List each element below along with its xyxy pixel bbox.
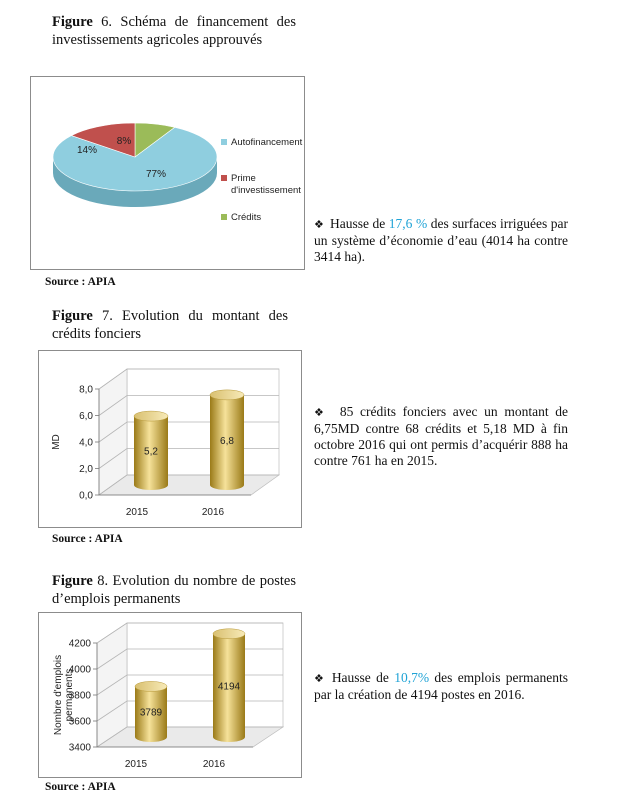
fig7-num: 7 bbox=[101, 308, 110, 324]
bar-cylinder-top bbox=[213, 629, 245, 639]
fig6-num: 6 bbox=[101, 14, 109, 30]
bar-data-label: 6,8 bbox=[220, 435, 234, 447]
bar-cylinder-top bbox=[134, 411, 168, 421]
bar-cylinder-top bbox=[135, 681, 167, 691]
y-tick-label: 2,0 bbox=[79, 464, 93, 475]
pie-data-label: 14% bbox=[76, 145, 98, 156]
legend-label: Prime bbox=[231, 173, 256, 184]
credits-bar-chart bbox=[39, 351, 301, 527]
legend-swatch bbox=[221, 139, 227, 145]
jobs-chart-box bbox=[38, 612, 302, 778]
pie-chart-box bbox=[30, 76, 305, 270]
fig7-title: . Evolution du montant des crédits fonciers bbox=[52, 308, 288, 342]
y-tick-label: 4,0 bbox=[79, 437, 93, 449]
y-tick-label: 3600 bbox=[68, 716, 91, 728]
y-tick-label: 0,0 bbox=[79, 490, 93, 502]
bar-data-label: 5,2 bbox=[144, 446, 158, 458]
y-tick-label: 6,0 bbox=[79, 411, 93, 422]
fig7-label: Figure bbox=[52, 308, 93, 324]
legend-swatch bbox=[221, 175, 227, 181]
x-tick-label: 2016 bbox=[201, 507, 225, 518]
legend-label: Crédits bbox=[231, 212, 262, 223]
fig6-bullet-post: des surfaces irriguées par un système d’économie d’eau (4014 ha contre 3414 ha). bbox=[314, 216, 568, 264]
fig8-source: Source : APIA bbox=[45, 781, 116, 793]
fig8-bullet-post: des emplois permanents par la création de 4194 postes en 2016. bbox=[314, 670, 568, 702]
fig8-caption bbox=[52, 572, 296, 608]
diamond-bullet-icon: ❖ bbox=[314, 406, 328, 419]
x-tick-label: 2015 bbox=[125, 507, 149, 518]
fig6-bullet-highlight: 17,6 % bbox=[388, 216, 428, 231]
legend-swatch bbox=[221, 214, 227, 220]
fig7-bullet bbox=[314, 404, 568, 469]
y-tick-label: 3800 bbox=[68, 690, 91, 702]
fig6-caption bbox=[52, 13, 296, 49]
diamond-bullet-icon: ❖ bbox=[314, 672, 326, 685]
fig8-bullet-pre: Hausse de bbox=[331, 670, 395, 685]
bar-data-label: 4194 bbox=[217, 681, 241, 693]
fig8-bullet bbox=[314, 670, 568, 703]
fig8-label: Figure bbox=[52, 573, 93, 589]
pie-data-label: 8% bbox=[116, 136, 132, 147]
y-axis-label: MD bbox=[51, 434, 62, 450]
fig6-bullet-pre: Hausse de bbox=[330, 216, 389, 231]
legend-label: Autofinancement bbox=[231, 137, 303, 148]
fig6-source: Source : APIA bbox=[45, 276, 116, 288]
pie-chart bbox=[31, 77, 304, 269]
y-tick-label: 4200 bbox=[68, 638, 91, 650]
fig6-title: . Schéma de financement des investissements agricoles approuvés bbox=[52, 14, 297, 48]
pie-data-label: 77% bbox=[145, 169, 167, 180]
fig8-bullet-highlight: 10,7% bbox=[394, 670, 430, 685]
fig7-source: Source : APIA bbox=[52, 533, 123, 545]
diamond-bullet-icon: ❖ bbox=[314, 218, 325, 231]
bar-data-label: 3789 bbox=[139, 707, 163, 719]
fig6-label: Figure bbox=[52, 14, 93, 30]
y-axis-label: Nombre d'emplois bbox=[53, 654, 64, 736]
x-tick-label: 2015 bbox=[124, 759, 148, 770]
y-axis-label: permanents bbox=[64, 668, 75, 722]
fig8-num: 8 bbox=[97, 573, 105, 589]
y-tick-label: 3400 bbox=[68, 742, 91, 754]
x-tick-label: 2016 bbox=[202, 759, 226, 770]
fig8-title: . Evolution du nombre de postes d’emplois permanents bbox=[52, 573, 297, 607]
credits-chart-box bbox=[38, 350, 302, 528]
fig7-bullet-text: 85 crédits fonciers avec un montant de 6,75MD contre 68 crédits et 5,18 MD à fin octobre 2016 qui ont permis d’acquérir 888 ha contre 761 ha en 2015. bbox=[314, 404, 568, 468]
y-tick-label: 4000 bbox=[68, 664, 91, 676]
floor bbox=[97, 727, 283, 747]
legend-label: d'investissement bbox=[231, 185, 301, 196]
floor bbox=[99, 475, 279, 495]
jobs-bar-chart bbox=[39, 613, 301, 777]
fig6-bullet bbox=[314, 216, 568, 265]
bar-cylinder-top bbox=[210, 390, 244, 400]
fig7-caption bbox=[52, 307, 288, 343]
y-tick-label: 8,0 bbox=[79, 384, 93, 396]
